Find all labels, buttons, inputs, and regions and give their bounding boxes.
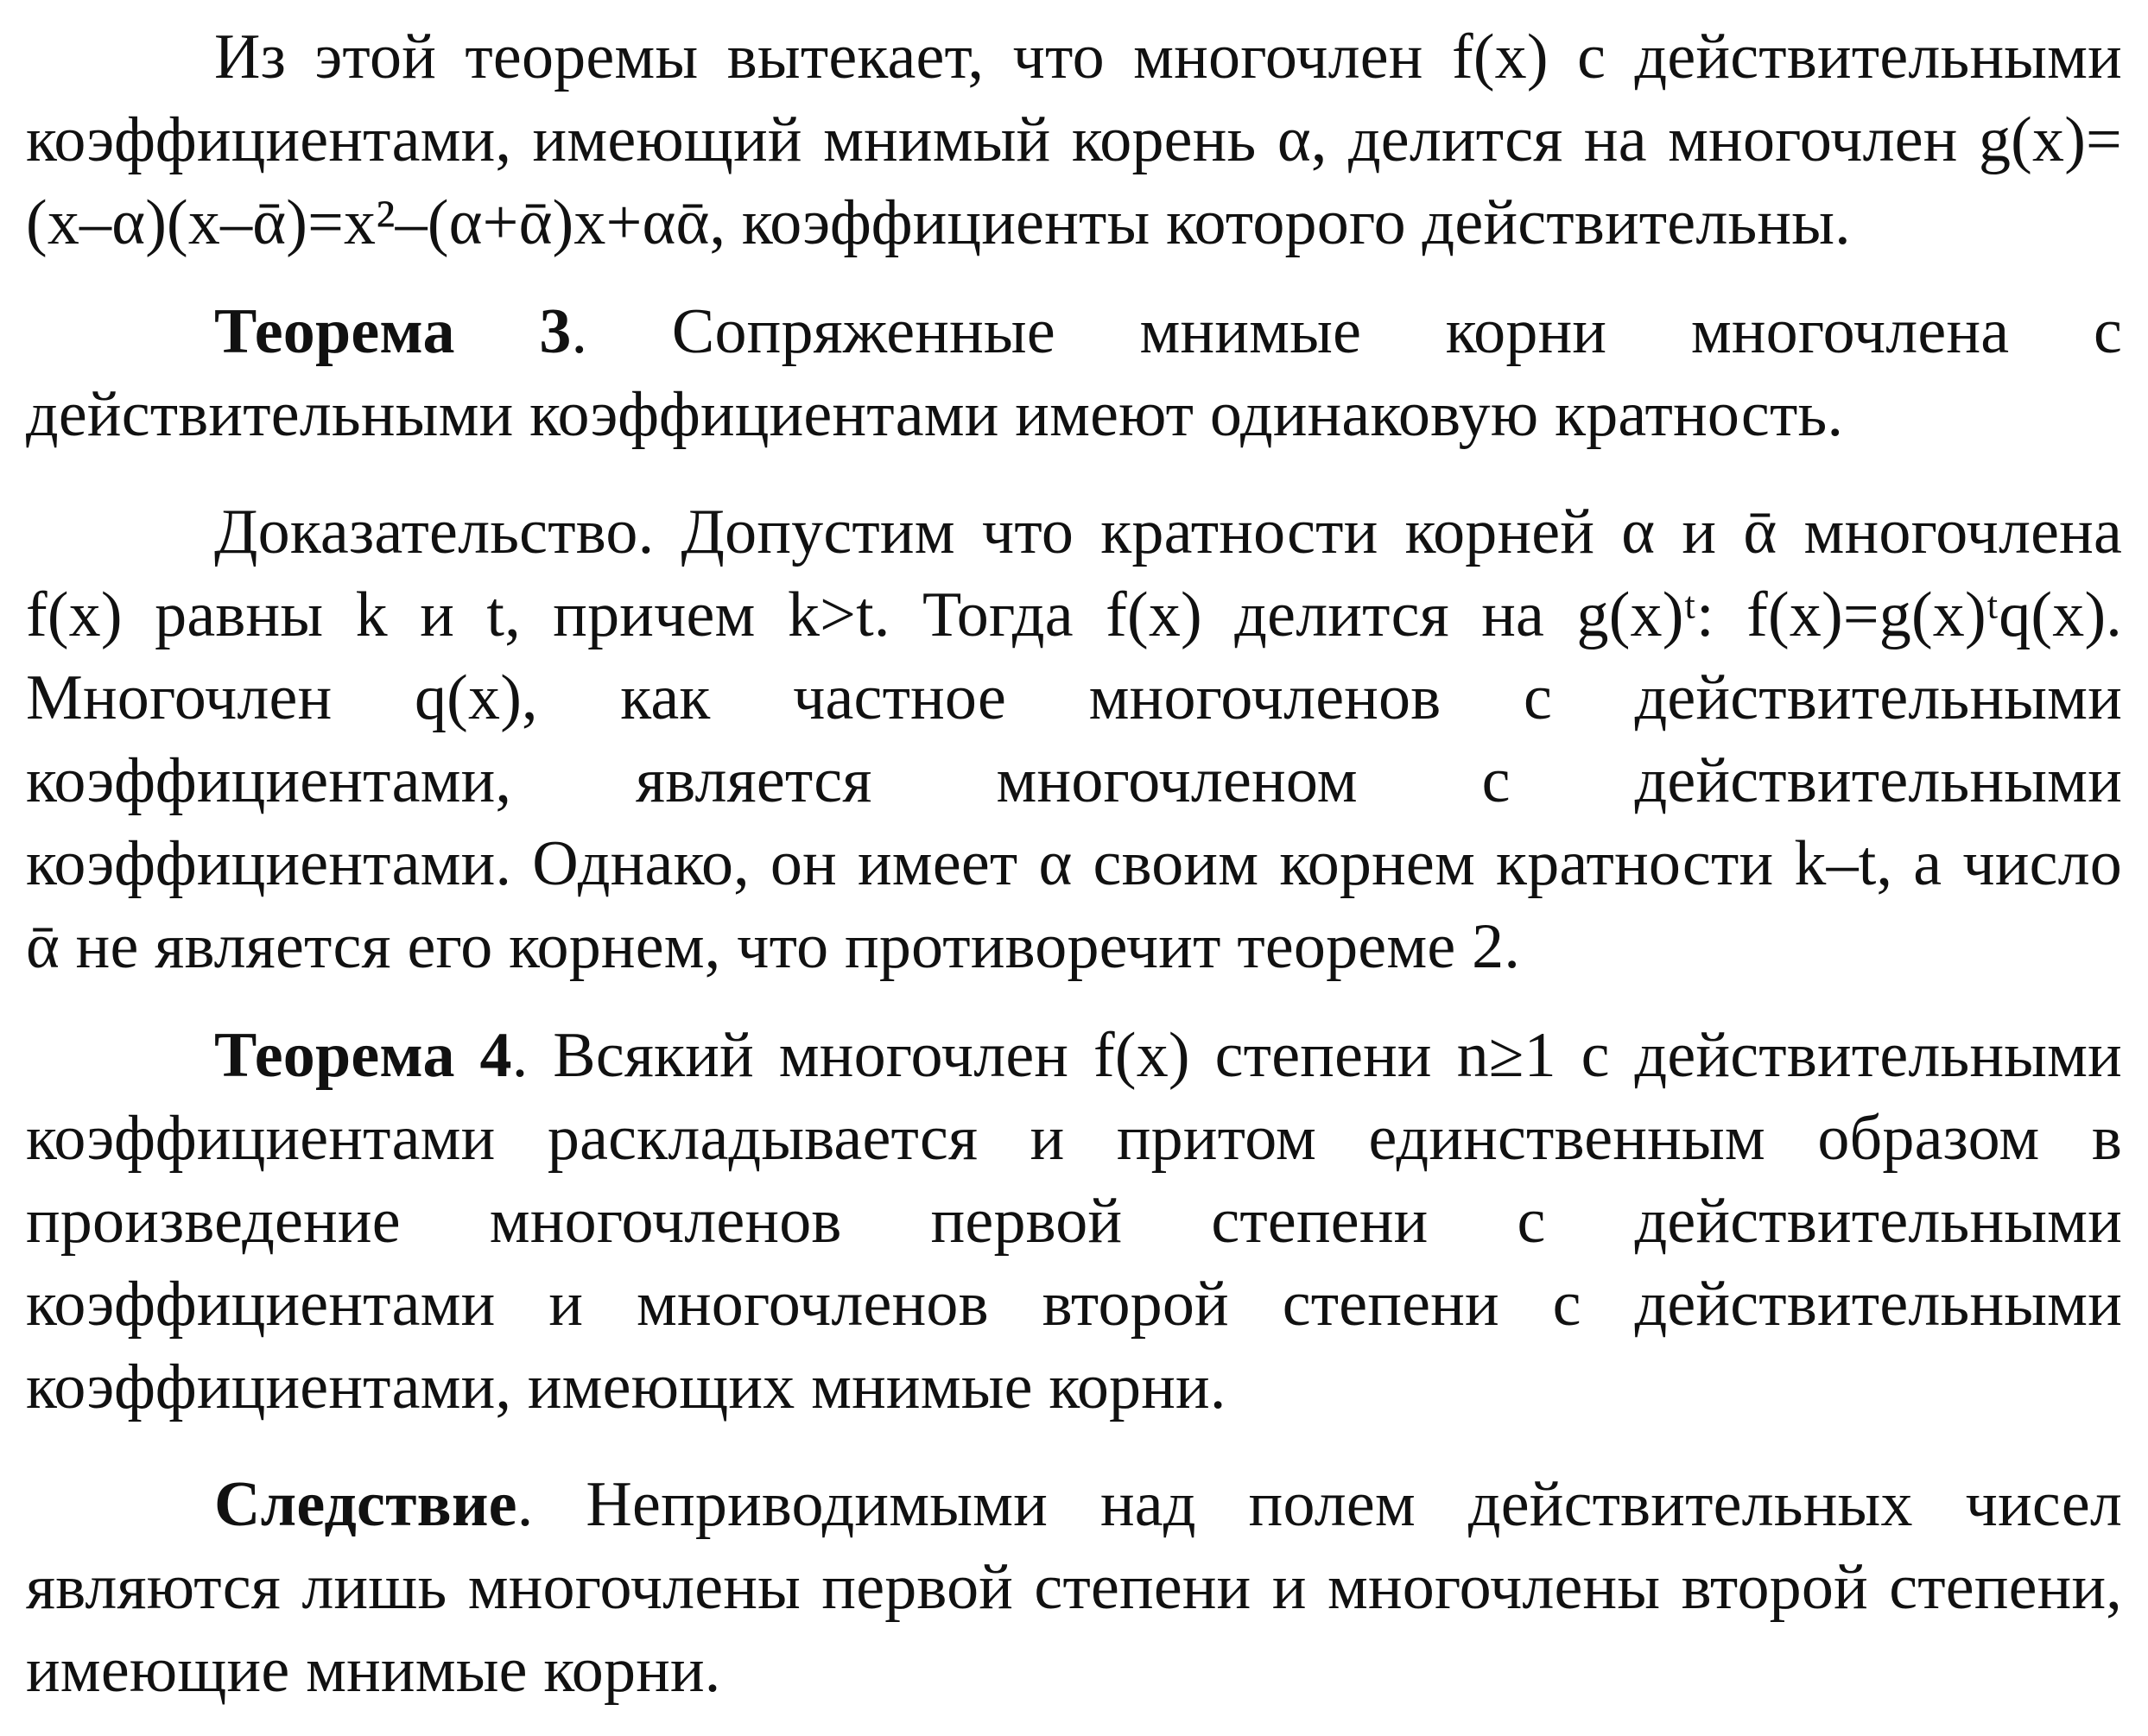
proof-text: Доказательство. Допустим что кратности корней α и ᾱ многочлена f(x) равны k и t, причем k>t. Тогда f(x) делится на g(x)ᵗ: f(x)=g(x)ᵗq(x). Многочлен q(x), как частное многочленов с действительными коэффициентами, является многочленом с действительными коэффициентами. Однако, он имеет α своим корнем кратности k–t, а число ᾱ не является его корнем, что противоречит теореме 2. [26, 497, 2122, 982]
paragraph-text: Из этой теоремы вытекает, что многочлен f(x) с действительными коэффициентами, имеющий мнимый корень α, делится на многочлен g(x)=(x–α)(x–ᾱ)=x²–(α+ᾱ)x+αᾱ, коэффициенты которого действительны. [26, 22, 2122, 258]
theorem-3-text: . Сопряженные мнимые корни многочлена с действительными коэффициентами имеют одинаковую кратность. [26, 296, 2122, 450]
paragraph-theorem-4 [26, 1014, 2122, 1429]
corollary-text: . Неприводимыми над полем действительных чисел являются лишь многочлены первой степени и многочлены второй степени, имеющие мнимые корни. [26, 1469, 2122, 1706]
theorem-4-text: . Всякий многочлен f(x) степени n≥1 с действительными коэффициентами раскладывается и притом единственным образом в произведение многочленов первой степени с действительными коэффициентами и многочленов второй степени с действительными коэффициентами, имеющих мнимые корни. [26, 1020, 2122, 1422]
theorem-3-heading: Теорема 3 [214, 296, 572, 367]
corollary-heading: Следствие [214, 1469, 517, 1540]
theorem-4-heading: Теорема 4 [214, 1020, 512, 1091]
paragraph-theorem-3 [26, 290, 2122, 456]
paragraph-corollary [26, 1463, 2122, 1712]
paragraph-proof [26, 491, 2122, 988]
text-page [26, 16, 2122, 1712]
paragraph-theorem-consequence [26, 16, 2122, 264]
